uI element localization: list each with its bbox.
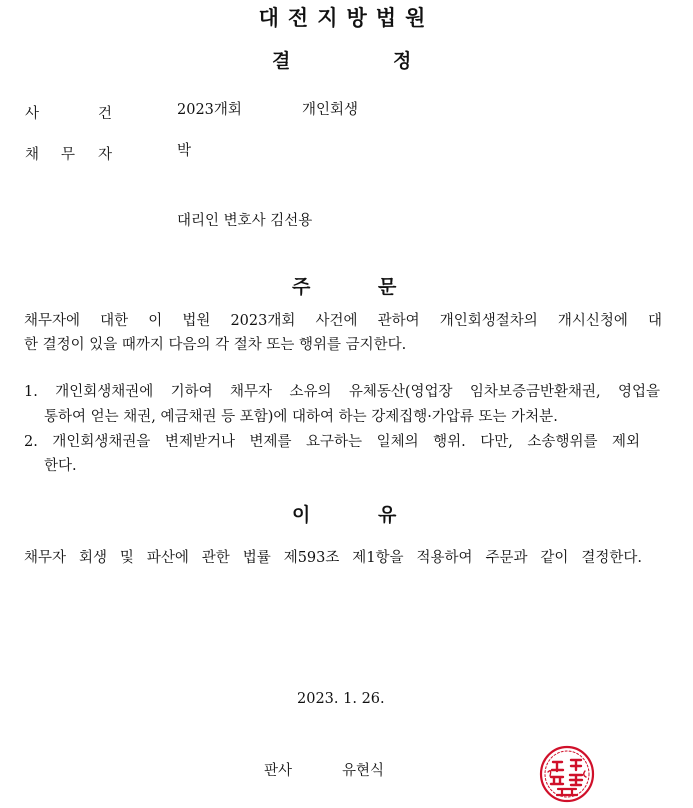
order-item-line: 통하여 얻는 채권, 예금채권 등 포함)에 대하여 하는 강제집행·가압류 또는 가처분. bbox=[44, 409, 558, 425]
order-item-line: 한다. bbox=[44, 458, 77, 474]
order-item-line: 2. 개인회생채권을 변제받거나 변제를 요구하는 일체의 행위. 다만, 소송행위를 제외 bbox=[24, 434, 640, 450]
order-heading-char: 주 bbox=[292, 276, 311, 298]
debtor-label-char: 무 bbox=[61, 147, 76, 163]
debtor-label-char: 자 bbox=[98, 147, 113, 163]
decision-date: 2023. 1. 26. bbox=[297, 691, 385, 707]
order-heading-char: 문 bbox=[378, 276, 397, 298]
reason-heading-char: 이 bbox=[292, 504, 311, 526]
order-item-line: 1. 개인회생채권에 기하여 채무자 소유의 유체동산(영업장 임차보증금반환채권, 영업을 bbox=[24, 384, 660, 400]
doc-type-char-2: 정 bbox=[393, 50, 412, 72]
case-number: 2023개회 bbox=[177, 102, 242, 118]
official-seal-icon bbox=[538, 744, 596, 804]
case-title: 개인회생 bbox=[302, 102, 359, 118]
judge-title: 판사 bbox=[264, 763, 293, 779]
reason-text: 채무자 회생 및 파산에 관한 법률 제593조 제1항을 적용하여 주문과 같이 결정한다. bbox=[24, 550, 642, 566]
court-name: 대전지방법원 bbox=[258, 6, 435, 30]
debtor-label-char: 채 bbox=[25, 147, 40, 163]
reason-heading-char: 유 bbox=[378, 504, 397, 526]
judge-name: 유현식 bbox=[342, 763, 385, 779]
case-label-char: 사 bbox=[25, 106, 40, 122]
debtor-name: 박 bbox=[177, 143, 192, 159]
case-label-char: 건 bbox=[98, 106, 113, 122]
debtor-representative: 대리인 변호사 김선용 bbox=[177, 213, 313, 229]
order-intro-line: 채무자에 대한 이 법원 2023개회 사건에 관하여 개인회생절차의 개시신청에 대 bbox=[24, 313, 662, 329]
doc-type-char-1: 결 bbox=[272, 50, 291, 72]
order-intro-line: 한 결정이 있을 때까지 다음의 각 절차 또는 행위를 금지한다. bbox=[24, 337, 407, 353]
